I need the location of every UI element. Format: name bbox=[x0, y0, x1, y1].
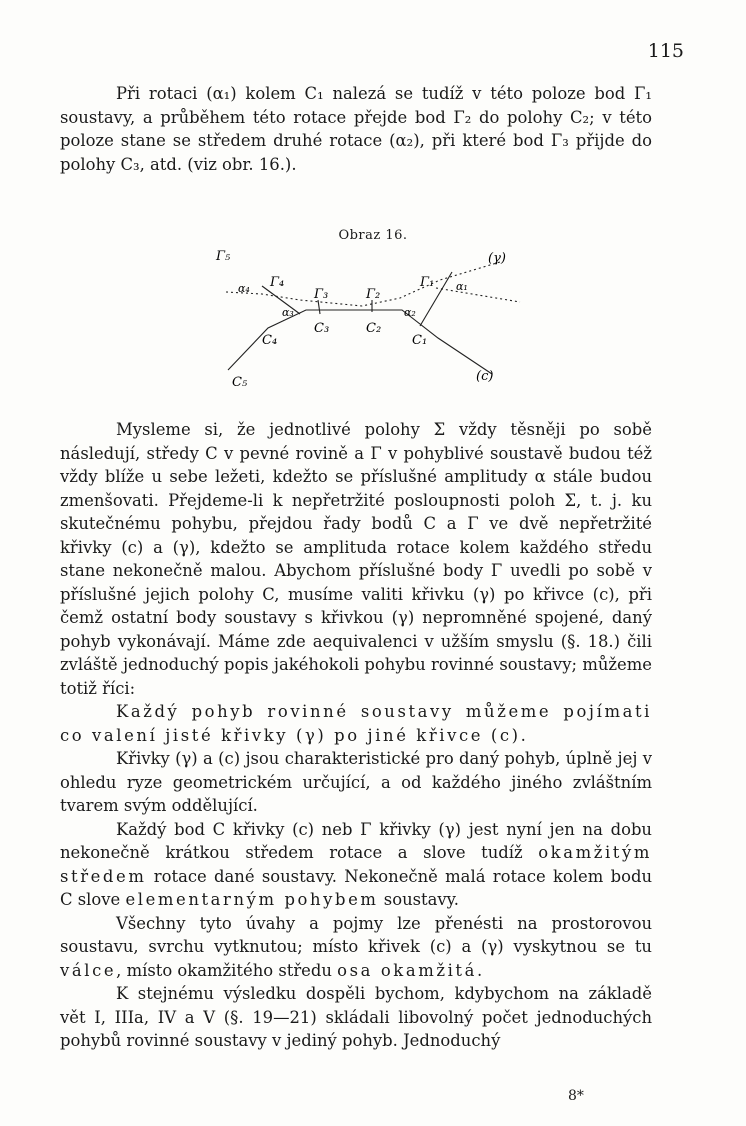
label-c3: C₃ bbox=[314, 321, 330, 336]
p5-part-c: rotace dané soustavy. Nekonečně malá rotace kolem bodu C slove bbox=[60, 866, 652, 909]
label-c4: C₄ bbox=[262, 333, 278, 348]
paragraph-6 bbox=[60, 912, 652, 983]
paragraph-1-text: Při rotaci (α₁) kolem C₁ nalezá se tudíž v této poloze bod Γ₁ soustavy, a průběhem této rotace přejde bod Γ₂ do polohy C₂; v této poloze stane se středem druhé rotace (α₂), při které bod Γ₃ přijde do polohy C₃, atd. (viz obr. 16.). bbox=[60, 84, 652, 174]
label-c5: C₅ bbox=[232, 375, 248, 390]
label-c: (c) bbox=[476, 369, 494, 384]
label-g1: Γ₁ bbox=[420, 275, 435, 290]
figure-16 bbox=[0, 240, 746, 400]
label-c1: C₁ bbox=[412, 333, 428, 348]
p5-term-instant-center: okamžitým středem bbox=[60, 843, 652, 886]
label-g3: Γ₃ bbox=[314, 287, 329, 302]
segment-3 bbox=[262, 286, 300, 314]
body-text bbox=[60, 418, 652, 1053]
curve-c-left bbox=[228, 310, 360, 370]
label-g4: Γ₄ bbox=[270, 275, 285, 290]
paragraph-5 bbox=[60, 818, 652, 912]
p5-part-a: Každý bod C křivky (c) neb Γ křivky (γ) jest nyní jen na dobu nekonečně krátkou středem rotace a slove tudíž bbox=[60, 819, 652, 862]
paragraph-4: Křivky (γ) a (c) jsou charakteristické pro daný pohyb, úplně jej v ohledu ryze geometrickém určující, a od každého jiného zvláštním tvarem svým oddělující. bbox=[60, 749, 652, 815]
label-a2: α₂ bbox=[404, 306, 416, 319]
p6-term-cylinders: válce bbox=[60, 960, 117, 980]
page-number: 115 bbox=[647, 40, 684, 62]
label-c2: C₂ bbox=[366, 321, 382, 336]
label-a1: α₁ bbox=[456, 280, 468, 293]
p6-part-e: . bbox=[476, 960, 483, 980]
p6-term-instant-axis: osa okamžitá bbox=[337, 960, 477, 980]
paragraph-7: K stejnému výsledku dospěli bychom, kdybychom na základě vět I, IIIa, IV a V (§. 19—21) skládali libovolný počet jednoduchých pohybů rovinné soustavy v jediný pohyb. Jednoduchý bbox=[60, 984, 652, 1050]
p5-part-e: soustavy. bbox=[383, 890, 459, 909]
label-a3: α₃ bbox=[282, 306, 294, 319]
signature-mark: 8* bbox=[568, 1088, 584, 1104]
paragraph-2: Mysleme si, že jednotlivé polohy Σ vždy těsněji po sobě následují, středy C v pevné rovině a Γ v pohyblivé soustavě budou též vždy blíže u sebe ležeti, kdežto se příslušné amplitudy α stále budou zmenšovati. Přejdeme-li k nepřetržité posloupnosti poloh Σ, t. j. ku skutečnému pohybu, přejdou řady bodů C a Γ ve dvě nepřetržité křivky (c) a (γ), kdežto se amplituda rotace kolem každého středu stane nekonečně malou. Abychom příslušné body Γ uvedli po sobě v příslušné jejich polohy C, musíme valiti křivku (γ) po křivce (c), při čemž ostatní body soustavy s křivkou (γ) nepromněné spojené, daný pohyb vykonávají. Máme zde aequivalenci v užším smyslu (§. 18.) čili zvláště jednoduchý popis jakéhokoli pohybu rovinné soustavy; můžeme totiž říci: bbox=[60, 420, 652, 698]
label-gamma: (γ) bbox=[488, 251, 506, 266]
label-g5: Γ₅ bbox=[216, 249, 231, 264]
p6-part-a: Všechny tyto úvahy a pojmy lze přenésti na prostorovou soustavu, svrchu vytknutou; místo křivek (c) a (γ) vyskytnou se tu bbox=[60, 913, 652, 956]
segment-2 bbox=[436, 288, 520, 302]
p6-part-c: , místo okamžitého středu bbox=[116, 960, 332, 980]
paragraph-1 bbox=[60, 82, 652, 176]
label-a4: α₄ bbox=[238, 282, 250, 295]
label-g2: Γ₂ bbox=[366, 287, 381, 302]
figure-caption: Obraz 16. bbox=[338, 228, 408, 243]
p5-term-elementary-motion: elementarným pohybem bbox=[125, 890, 379, 909]
segment-4 bbox=[318, 300, 320, 314]
theorem: Každý pohyb rovinné soustavy můžeme pojímati co valení jisté křivky (γ) po jiné křivce (c). bbox=[60, 702, 652, 745]
